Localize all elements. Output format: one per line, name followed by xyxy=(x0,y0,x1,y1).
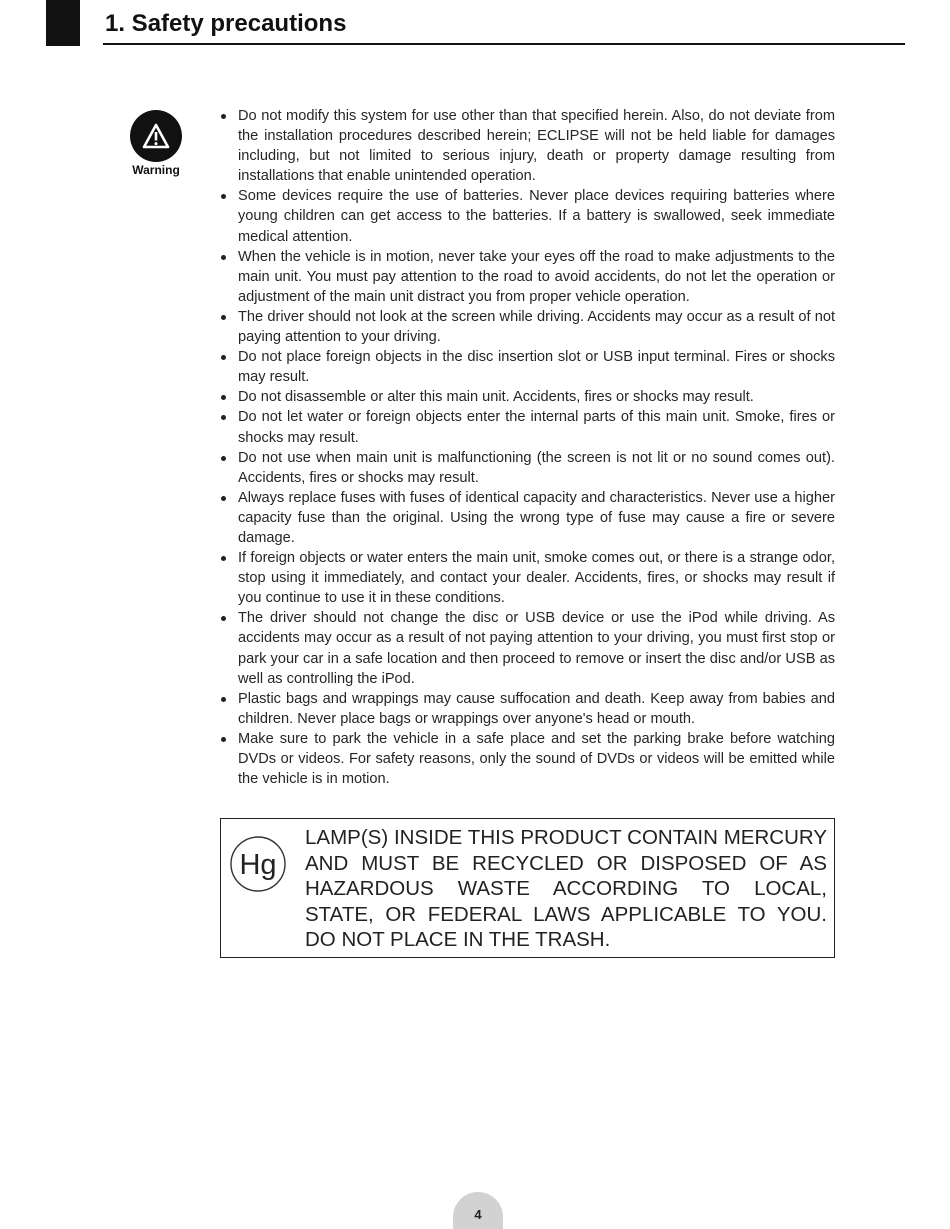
title-underline xyxy=(103,43,905,45)
warning-label: Warning xyxy=(132,163,180,177)
bullet-item: Plastic bags and wrappings may cause suffocation and death. Keep away from babies and children. Never place bags or wrappings over anyone's head or mouth. xyxy=(220,689,835,729)
hg-symbol: Hg xyxy=(239,849,277,881)
bullet-item: Always replace fuses with fuses of identical capacity and characteristics. Never use a higher capacity fuse than the original. Using the wrong type of fuse may cause a fire or severe damage. xyxy=(220,488,835,548)
bullet-item: The driver should not look at the screen while driving. Accidents may occur as a result of not paying attention to your driving. xyxy=(220,307,835,347)
safety-bullet-list xyxy=(220,106,835,789)
bullet-item: Make sure to park the vehicle in a safe place and set the parking brake before watching DVDs or videos. For safety reasons, only the sound of DVDs or videos will be emitted while the vehicle is in motion. xyxy=(220,729,835,789)
warning-triangle-icon xyxy=(130,110,182,162)
bullet-item: When the vehicle is in motion, never take your eyes off the road to make adjustments to the main unit. You must pay attention to the road to avoid accidents, do not let the operation or adjustment of the main unit distract you from proper vehicle operation. xyxy=(220,247,835,307)
bullet-item: The driver should not change the disc or USB device or use the iPod while driving. As accidents may occur as a result of not paying attention to your driving, you must first stop or park your car in a safe location and then proceed to remove or insert the disc and/or USB as well as controlling the iPod. xyxy=(220,608,835,688)
bullet-item: Do not use when main unit is malfunctioning (the screen is not lit or no sound comes out). Accidents, fires or shocks may result. xyxy=(220,448,835,488)
bullet-item: Some devices require the use of batteries. Never place devices requiring batteries where young children can get access to the batteries. If a battery is swallowed, seek immediate medical attention. xyxy=(220,186,835,246)
page-title: 1. Safety precautions xyxy=(105,10,347,37)
mercury-notice-text: LAMP(S) INSIDE THIS PRODUCT CONTAIN MERCURY AND MUST BE RECYCLED OR DISPOSED OF AS HAZARDOUS WASTE ACCORDING TO LOCAL, STATE, OR FEDERAL LAWS APPLICABLE TO YOU. DO NOT PLACE IN THE TRASH. xyxy=(305,826,827,952)
bullet-item: Do not disassemble or alter this main unit. Accidents, fires or shocks may result. xyxy=(220,387,835,407)
bullet-item: Do not modify this system for use other than that specified herein. Also, do not deviate from the installation procedures described herein; ECLIPSE will not be held liable for damages including, but not limited to serious injury, death or property damage resulting from installations that enable unintended operation. xyxy=(220,106,835,186)
bullet-item: If foreign objects or water enters the main unit, smoke comes out, or there is a strange odor, stop using it immediately, and contact your dealer. Accidents, fires, or shocks may result if you continue to use it in these conditions. xyxy=(220,548,835,608)
bullet-item: Do not let water or foreign objects enter the internal parts of this main unit. Smoke, fires or shocks may result. xyxy=(220,407,835,447)
mercury-hg-icon xyxy=(229,834,287,894)
section-marker xyxy=(46,0,80,46)
bullet-item: Do not place foreign objects in the disc insertion slot or USB input terminal. Fires or shocks may result. xyxy=(220,347,835,387)
mercury-notice-box xyxy=(220,818,835,958)
page-number: 4 xyxy=(474,1207,482,1222)
warning-badge xyxy=(128,110,184,177)
